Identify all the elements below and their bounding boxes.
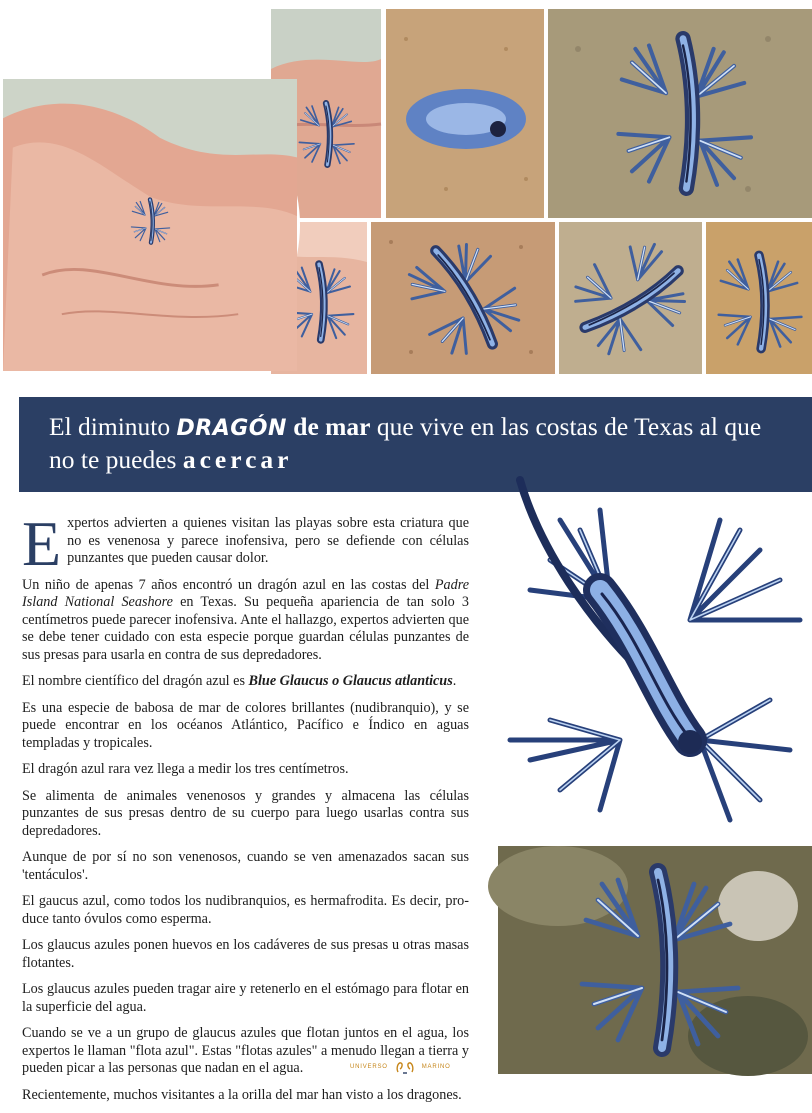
title-de-mar: de mar: [286, 412, 371, 441]
seahorse-logo-icon: [394, 1060, 416, 1074]
article-paragraph-4: Es una especie de babosa de mar de colores brillantes (nudibranquio), y se puede encontrar en los océanos Atlántico, Pacífico e Índico en aguas templadas y tropicales.: [22, 699, 469, 751]
blue-dragon-illustration: [490, 470, 812, 830]
title-text-2: que vive en las costas de Texas al que no te puedes: [49, 412, 762, 474]
article-lead: [22, 508, 469, 579]
article-paragraph-8: El gaucus azul, como todos los nudibranquios, es hermafrodita. Es decir, pro-duce tanto óvulos como esperma.: [22, 893, 469, 927]
article-paragraph-6: Se alimenta de animales venenosos y grandes y almacena las células punzantes de sus presas dentro de su cuerpo para luego usarlas contra sus depredadores.: [22, 787, 469, 839]
photo-dragon-on-sand-5: [706, 222, 812, 374]
photo-dragon-on-sand-3: [371, 222, 555, 374]
universo-marino-logo: [350, 1060, 451, 1074]
article-paragraph-11: Cuando se ve a un grupo de glaucus azules que flotan juntos en el agua, los expertos le llaman "flota azul". Estas "flotas azules" a menudo llegan a tierra y pueden picar a las personas que nadan en el agua.: [22, 1025, 469, 1077]
title-acercar-word: acercar: [182, 445, 293, 474]
drop-cap: E: [22, 508, 62, 579]
photo-dragon-on-sand-2: [548, 9, 812, 218]
article-paragraph-3: El nombre científico del dragón azul es Blue Glaucus o Glaucus atlanticus.: [22, 673, 457, 690]
logo-left-word: UNIVERSO: [350, 1064, 388, 1070]
photo-dragon-in-palm: [0, 76, 300, 374]
article-paragraph-12: Recientemente, muchos visitantes a la orilla del mar han visto a los dragones.: [22, 1086, 462, 1103]
title-dragon-word: DRAGÓN: [176, 416, 287, 441]
photo-dragon-on-sand-4: [559, 222, 702, 374]
title-text-1: El diminuto: [49, 412, 177, 441]
logo-right-word: MARINO: [421, 1064, 451, 1070]
photo-dragon-on-sand-1: [386, 9, 544, 218]
lead-text: xpertos advierten a quienes visitan las playas sobre esta criatura que no es venenosa y parece inofensiva, pero se defiende con células punzantes que pueden causar dolor.: [67, 515, 469, 567]
article-paragraph-2: Un niño de apenas 7 años encontró un dragón azul en las costas del Padre Island National Seashore en Texas. Su pequeña apariencia de tan solo 3 centímetros puede parecer inofensiva. Ante el hallazgo, expertos advierten que se debe tener cuidado con esta especie porque guardan células punzantes de sus presas para usarla en contra de sus depredadores.: [22, 576, 469, 663]
photo-dragon-in-water: [498, 846, 812, 1074]
article-body: [22, 508, 469, 1113]
article-paragraph-7: Aunque de por sí no son venenosos, cuando se ven amenazados sacan sus 'tentáculos'.: [22, 849, 469, 883]
article-paragraph-10: Los glaucus azules pueden tragar aire y retenerlo en el estómago para flotar en la superficie del agua.: [22, 981, 469, 1015]
article-paragraph-5: El dragón azul rara vez llega a medir los tres centímetros.: [22, 761, 349, 778]
article-paragraph-9: Los glaucus azules ponen huevos en los cadáveres de sus presas u otras masas flotantes.: [22, 937, 469, 971]
